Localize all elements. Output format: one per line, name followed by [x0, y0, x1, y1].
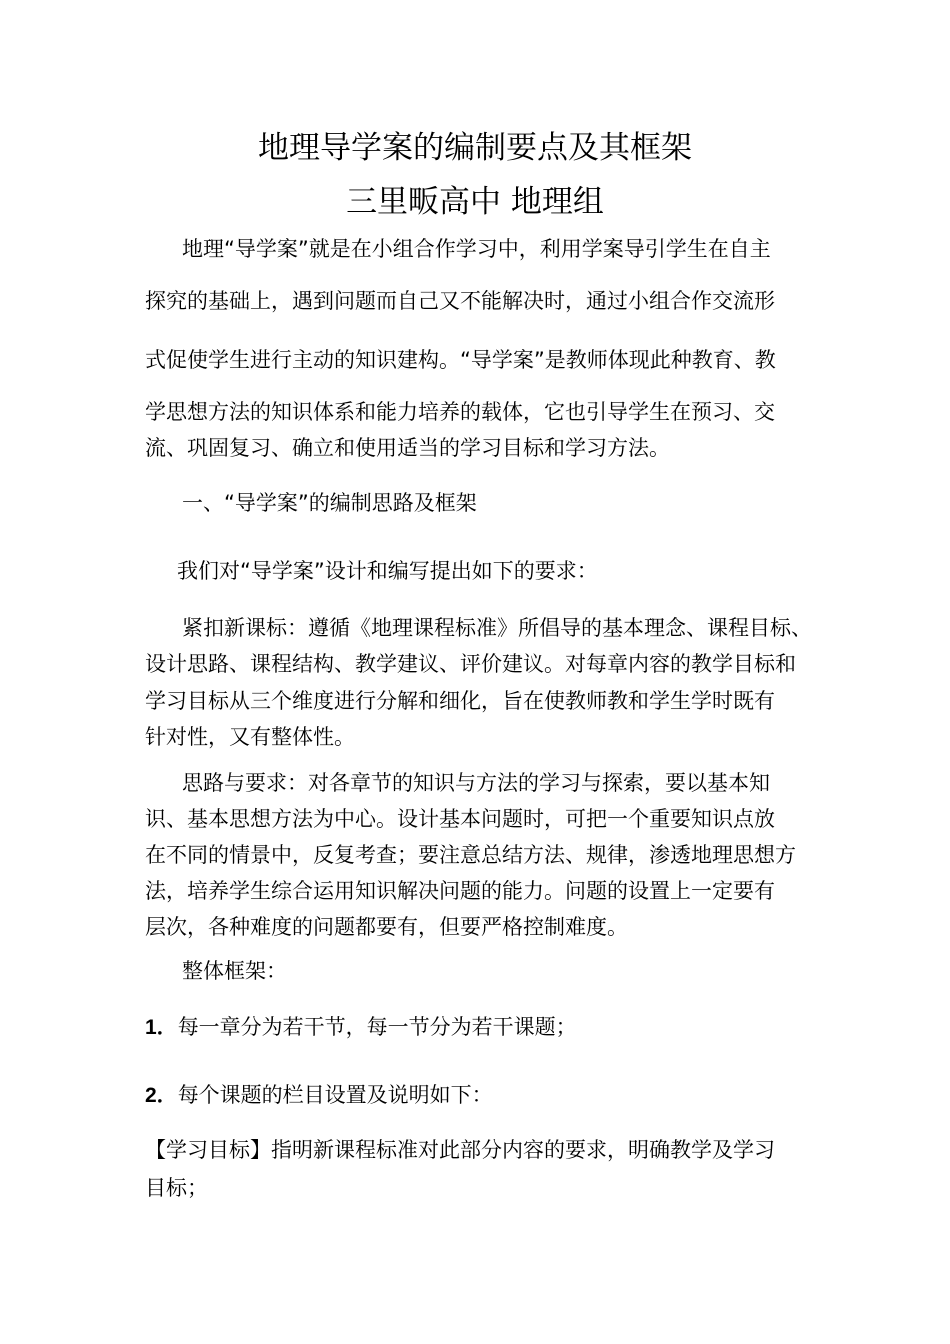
standard-line: 学习目标从三个维度进行分解和细化，旨在使教师教和学生学时既有 — [145, 689, 775, 713]
list-item-number: 1． — [145, 1016, 178, 1039]
approach-line: 在不同的情景中，反复考查；要注意总结方法、规律，渗透地理思想方 — [145, 843, 796, 867]
framework-heading: 整体框架： — [182, 959, 287, 983]
list-item-number: 2． — [145, 1084, 178, 1107]
intro-line: 探究的基础上，遇到问题而自己又不能解决时，通过小组合作交流形 — [145, 289, 775, 313]
intro-line: 式促使学生进行主动的知识建构。“导学案”是教师体现此种教育、教 — [145, 348, 776, 372]
intro-line: 学思想方法的知识体系和能力培养的载体，它也引导学生在预习、交 — [145, 400, 775, 424]
approach-line: 层次，各种难度的问题都要有，但要严格控制难度。 — [145, 915, 628, 939]
approach-line: 思路与要求：对各章节的知识与方法的学习与探索，要以基本知 — [182, 771, 770, 795]
intro-line: 流、巩固复习、确立和使用适当的学习目标和学习方法。 — [145, 436, 670, 460]
goal-line: 目标； — [145, 1176, 208, 1200]
list-item-text: 每一章分为若干节，每一节分为若干课题； — [177, 1015, 577, 1039]
standard-line: 针对性，又有整体性。 — [145, 725, 355, 749]
standard-line: 紧扣新课标：遵循《地理课程标准》所倡导的基本理念、课程目标、 — [182, 616, 812, 640]
goal-line: 【学习目标】指明新课程标准对此部分内容的要求，明确教学及学习 — [145, 1138, 775, 1162]
approach-line: 识、基本思想方法为中心。设计基本问题时，可把一个重要知识点放 — [145, 807, 775, 831]
approach-line: 法，培养学生综合运用知识解决问题的能力。问题的设置上一定要有 — [145, 879, 775, 903]
document-title: 地理导学案的编制要点及其框架 — [258, 130, 692, 166]
document-subtitle: 三里畈高中 地理组 — [346, 184, 604, 220]
intro-line: 地理“导学案”就是在小组合作学习中，利用学案导引学生在自主 — [182, 237, 771, 261]
list-item — [145, 1080, 815, 1111]
list-item — [145, 1012, 815, 1043]
standard-line: 设计思路、课程结构、教学建议、评价建议。对每章内容的教学目标和 — [145, 652, 796, 676]
requirements-intro: 我们对“导学案”设计和编写提出如下的要求： — [177, 559, 598, 583]
section-heading: 一、“导学案”的编制思路及框架 — [182, 491, 477, 515]
list-item-text: 每个课题的栏目设置及说明如下： — [177, 1083, 493, 1107]
